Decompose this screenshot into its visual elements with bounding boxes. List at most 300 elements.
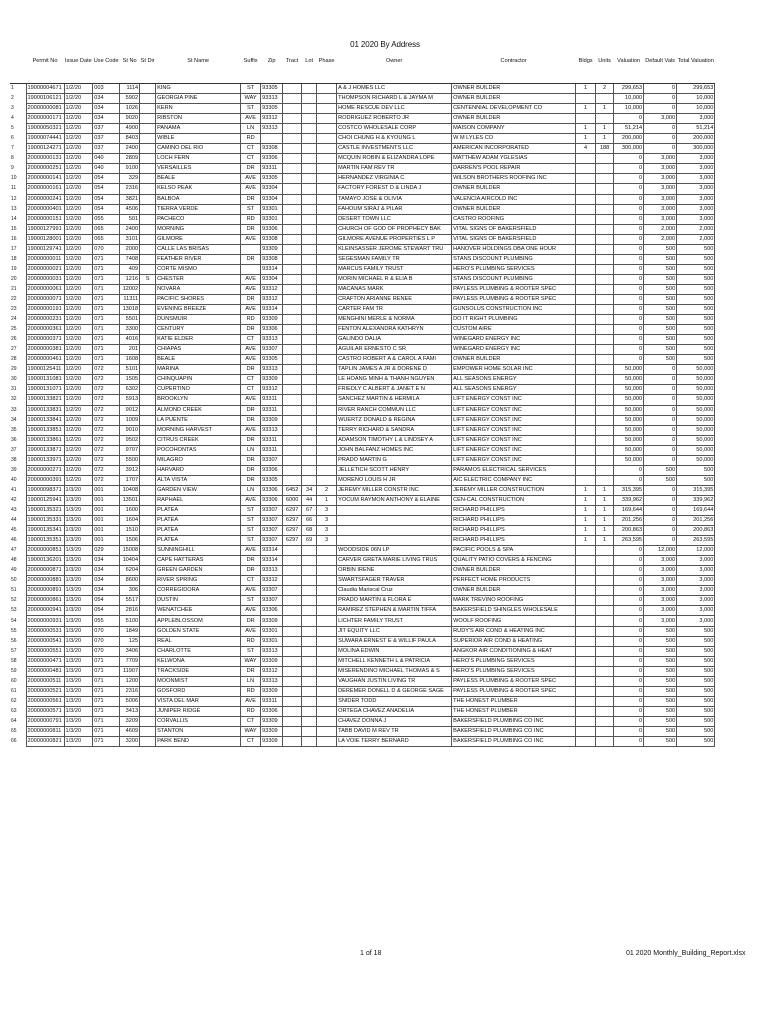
- row-number: 22: [11, 296, 17, 302]
- table-cell: 50,000: [614, 365, 644, 375]
- table-cell: [140, 254, 156, 264]
- table-cell: 19000135351: [26, 536, 64, 546]
- table-cell: 500: [644, 626, 677, 636]
- table-cell: 1: [596, 124, 614, 134]
- table-cell: 072: [93, 445, 120, 455]
- row-number: 55: [11, 627, 17, 634]
- table-cell: 1/3/20: [64, 516, 93, 526]
- table-row: [10, 194, 715, 204]
- table-cell: 0: [614, 596, 644, 606]
- table-cell: 1026: [120, 104, 140, 114]
- table-cell: [576, 204, 596, 214]
- table-cell: 3,000: [677, 566, 715, 576]
- row-number: 64: [11, 717, 17, 724]
- table-cell: 500: [644, 345, 677, 355]
- table-cell: 93308: [261, 234, 283, 244]
- table-cell: 2809: [120, 154, 140, 164]
- table-cell: [140, 395, 156, 405]
- table-cell: 500: [644, 254, 677, 264]
- table-cell: MAISON COMPANY: [452, 124, 576, 134]
- table-cell: 071: [93, 656, 120, 666]
- table-cell: 0: [644, 536, 677, 546]
- table-cell: [576, 556, 596, 566]
- table-cell: [317, 546, 337, 556]
- table-cell: 20000000031: [26, 274, 64, 284]
- table-cell: [283, 84, 302, 94]
- table-cell: BEALE: [156, 174, 241, 184]
- table-cell: 034: [93, 104, 120, 114]
- table-row: [10, 264, 715, 274]
- table-cell: 20000000191: [26, 305, 64, 315]
- table-cell: [337, 536, 452, 546]
- table-cell: [140, 666, 156, 676]
- table-cell: MISERENDINO MICHAEL THOMAS & S: [337, 666, 452, 676]
- table-row: [10, 294, 715, 304]
- row-number: 34: [11, 416, 17, 423]
- table-cell: [283, 154, 302, 164]
- table-cell: [140, 154, 156, 164]
- table-cell: HERNANDEZ VIRGINIA C: [337, 174, 452, 184]
- table-cell: MORNING HARVEST: [156, 425, 241, 435]
- table-cell: 3,000: [677, 194, 715, 204]
- table-row: [10, 596, 715, 606]
- table-cell: 0: [614, 234, 644, 244]
- table-cell: 1/2/20: [64, 234, 93, 244]
- table-cell: 1/3/20: [64, 536, 93, 546]
- table-cell: 3,000: [644, 616, 677, 626]
- table-cell: [302, 415, 317, 425]
- table-cell: [140, 214, 156, 224]
- table-cell: [140, 576, 156, 586]
- table-cell: 20000000401: [26, 204, 64, 214]
- table-cell: 1/2/20: [64, 84, 93, 94]
- table-cell: 93301: [261, 636, 283, 646]
- table-cell: RAPHAEL: [156, 495, 241, 505]
- table-cell: [283, 716, 302, 726]
- table-cell: THE HONEST PLUMBER: [452, 706, 576, 716]
- table-row: [10, 727, 715, 737]
- table-cell: [140, 526, 156, 536]
- table-cell: [576, 455, 596, 465]
- table-cell: [302, 144, 317, 154]
- row-number: 7: [11, 145, 14, 152]
- table-cell: 19000131081: [26, 375, 64, 385]
- col-header: Units: [596, 57, 614, 84]
- table-cell: QUALITY PATIO COVERS & FENCING: [452, 556, 576, 566]
- table-cell: 1/3/20: [64, 706, 93, 716]
- table-cell: [283, 305, 302, 315]
- row-number: 52: [11, 597, 17, 604]
- table-cell: 5501: [120, 315, 140, 325]
- table-cell: 003: [93, 84, 120, 94]
- table-cell: 0: [644, 495, 677, 505]
- table-cell: 0: [614, 164, 644, 174]
- table-cell: RICHARD PHILLIPS: [452, 536, 576, 546]
- table-cell: 034: [93, 576, 120, 586]
- table-cell: 93307: [261, 345, 283, 355]
- table-cell: DR: [241, 405, 261, 415]
- table-cell: 93314: [261, 556, 283, 566]
- table-cell: 0: [614, 475, 644, 485]
- table-cell: 1/2/20: [64, 335, 93, 345]
- table-cell: 500: [644, 636, 677, 646]
- table-cell: RICHARD PHILLIPS: [452, 505, 576, 515]
- table-cell: 0: [614, 254, 644, 264]
- table-cell: 7709: [120, 656, 140, 666]
- table-cell: BAKERSFIELD PLUMBING CO INC: [452, 716, 576, 726]
- table-row: [10, 696, 715, 706]
- table-cell: 500: [677, 345, 715, 355]
- row-number: 37: [11, 446, 17, 453]
- table-row: [10, 244, 715, 254]
- table-cell: S: [140, 274, 156, 284]
- table-cell: 93307: [261, 505, 283, 515]
- rownum-header: [10, 57, 26, 84]
- table-cell: 50,000: [677, 425, 715, 435]
- table-cell: 500: [644, 475, 677, 485]
- table-row: [10, 646, 715, 656]
- table-cell: CUSTOM AIRE: [452, 325, 576, 335]
- table-cell: [283, 94, 302, 104]
- table-cell: DR: [241, 455, 261, 465]
- table-cell: 188: [596, 144, 614, 154]
- table-cell: [317, 184, 337, 194]
- table-cell: 0: [614, 706, 644, 716]
- table-cell: 50,000: [614, 375, 644, 385]
- table-cell: 2400: [120, 224, 140, 234]
- table-cell: [302, 104, 317, 114]
- table-row: [10, 666, 715, 676]
- table-cell: 3,000: [644, 184, 677, 194]
- table-cell: [317, 375, 337, 385]
- table-cell: 3,000: [644, 214, 677, 224]
- table-cell: KELWONA: [156, 656, 241, 666]
- table-cell: 3,000: [677, 114, 715, 124]
- table-cell: 6297: [283, 505, 302, 515]
- row-number: 27: [11, 346, 17, 353]
- table-cell: 0: [614, 566, 644, 576]
- row-number: 56: [11, 637, 17, 644]
- table-cell: 1/2/20: [64, 114, 93, 124]
- table-cell: WINEGARD ENERGY INC: [452, 335, 576, 345]
- table-cell: 1/3/20: [64, 737, 93, 747]
- table-cell: [317, 254, 337, 264]
- table-cell: BALBOA: [156, 194, 241, 204]
- table-cell: 93306: [261, 154, 283, 164]
- table-cell: [140, 556, 156, 566]
- table-cell: [302, 84, 317, 94]
- table-cell: 3,000: [644, 164, 677, 174]
- table-cell: DR: [241, 294, 261, 304]
- table-cell: [283, 164, 302, 174]
- table-cell: [283, 104, 302, 114]
- table-cell: [302, 596, 317, 606]
- table-cell: [140, 124, 156, 134]
- table-cell: MARCUS FAMILY TRUST: [337, 264, 452, 274]
- table-cell: 1/2/20: [64, 294, 93, 304]
- table-cell: GILMORE AVENUE PROPERTIES L P: [337, 234, 452, 244]
- table-cell: 3: [317, 516, 337, 526]
- table-cell: 200,000: [614, 134, 644, 144]
- row-number: 36: [11, 436, 17, 443]
- table-cell: 3,000: [644, 606, 677, 616]
- table-cell: [317, 84, 337, 94]
- table-cell: 19000136201: [26, 556, 64, 566]
- table-cell: AGUILAR ERNESTO C SR: [337, 345, 452, 355]
- table-cell: PANAMA: [156, 124, 241, 134]
- table-cell: 19000074441: [26, 134, 64, 144]
- table-cell: 0: [644, 84, 677, 94]
- table-cell: [302, 395, 317, 405]
- table-cell: 500: [644, 465, 677, 475]
- table-cell: [302, 365, 317, 375]
- table-cell: 19000133821: [26, 395, 64, 405]
- table-cell: 1/3/20: [64, 546, 93, 556]
- col-header: Total Valuation: [677, 57, 715, 84]
- table-cell: [140, 375, 156, 385]
- table-cell: 5101: [120, 365, 140, 375]
- table-cell: [302, 686, 317, 696]
- table-cell: 0: [614, 556, 644, 566]
- table-cell: [576, 335, 596, 345]
- table-cell: RIVER RANCH COMMUN LLC: [337, 405, 452, 415]
- table-cell: [302, 305, 317, 315]
- row-number: 43: [11, 506, 17, 513]
- table-cell: 10,000: [614, 104, 644, 114]
- table-cell: [283, 124, 302, 134]
- table-cell: 13018: [120, 305, 140, 315]
- report-title: 01 2020 By Address: [350, 40, 420, 49]
- col-header: St Dir: [140, 57, 156, 84]
- table-cell: 19000129741: [26, 244, 64, 254]
- table-cell: 0: [644, 104, 677, 114]
- table-cell: TIERRA VERDE: [156, 204, 241, 214]
- table-cell: 072: [93, 425, 120, 435]
- table-cell: 3,000: [677, 184, 715, 194]
- table-cell: 072: [93, 395, 120, 405]
- table-cell: [140, 676, 156, 686]
- table-cell: [302, 124, 317, 134]
- table-cell: [317, 305, 337, 315]
- table-cell: [596, 636, 614, 646]
- table-cell: CHAVEZ DONNA J: [337, 716, 452, 726]
- table-cell: 2400: [120, 144, 140, 154]
- table-cell: [283, 646, 302, 656]
- table-cell: JUNIPER RIDGE: [156, 706, 241, 716]
- table-cell: 20000000161: [26, 184, 64, 194]
- table-cell: [283, 264, 302, 274]
- table-cell: LN: [241, 445, 261, 455]
- table-cell: 071: [93, 254, 120, 264]
- table-cell: [140, 244, 156, 254]
- table-cell: 3912: [120, 465, 140, 475]
- row-number: 58: [11, 657, 17, 664]
- table-cell: 0: [614, 284, 644, 294]
- table-cell: 034: [93, 586, 120, 596]
- table-cell: CORVALLIS: [156, 716, 241, 726]
- table-cell: WUERTZ DONALD & REGINA: [337, 415, 452, 425]
- table-cell: 0: [614, 676, 644, 686]
- table-row: [10, 495, 715, 505]
- table-cell: 500: [677, 656, 715, 666]
- table-cell: 1505: [120, 375, 140, 385]
- table-cell: [302, 626, 317, 636]
- table-cell: 20000000861: [26, 596, 64, 606]
- table-cell: [317, 445, 337, 455]
- table-cell: [283, 556, 302, 566]
- table-cell: ST: [241, 536, 261, 546]
- table-cell: 0: [644, 405, 677, 415]
- table-cell: [317, 435, 337, 445]
- table-cell: 20000000891: [26, 586, 64, 596]
- table-cell: [576, 385, 596, 395]
- col-header: Default Vals: [644, 57, 677, 84]
- table-cell: KERN: [156, 104, 241, 114]
- table-cell: 7408: [120, 254, 140, 264]
- table-cell: [576, 616, 596, 626]
- table-row: [10, 224, 715, 234]
- table-cell: KLEINSASSER JEROME STEWART TRU: [337, 244, 452, 254]
- table-row: [10, 184, 715, 194]
- table-cell: 66: [302, 516, 317, 526]
- row-number: 12: [11, 195, 17, 202]
- table-cell: [302, 586, 317, 596]
- table-cell: 3,000: [644, 556, 677, 566]
- table-cell: 6297: [283, 516, 302, 526]
- table-cell: [596, 546, 614, 556]
- table-cell: 6302: [120, 385, 140, 395]
- table-cell: 500: [644, 264, 677, 274]
- table-cell: [140, 415, 156, 425]
- table-cell: 50,000: [677, 405, 715, 415]
- table-cell: [576, 94, 596, 104]
- table-cell: [140, 84, 156, 94]
- table-cell: FAHOUM SIRAJ & PILAR: [337, 204, 452, 214]
- table-cell: 19000135341: [26, 526, 64, 536]
- table-cell: [302, 556, 317, 566]
- table-cell: YOCUM RAYMON ANTHONY & ELAINE: [337, 495, 452, 505]
- table-cell: 93304: [261, 274, 283, 284]
- table-cell: 500: [677, 335, 715, 345]
- table-cell: RUDY'S AIR COND & HEATING INC: [452, 626, 576, 636]
- table-cell: TABB DAVID M REV TR: [337, 727, 452, 737]
- row-number: 18: [11, 255, 17, 262]
- table-row: [10, 154, 715, 164]
- table-cell: 001: [93, 485, 120, 495]
- table-cell: [261, 134, 283, 144]
- table-cell: [596, 274, 614, 284]
- table-cell: 034: [93, 566, 120, 576]
- row-number: 47: [11, 547, 17, 554]
- table-cell: 071: [93, 696, 120, 706]
- table-cell: [302, 546, 317, 556]
- table-cell: 1/3/20: [64, 716, 93, 726]
- table-cell: 3,000: [677, 576, 715, 586]
- table-cell: 1/3/20: [64, 495, 93, 505]
- table-cell: DR: [241, 415, 261, 425]
- table-cell: [140, 234, 156, 244]
- table-cell: 51,214: [614, 124, 644, 134]
- table-cell: 1/3/20: [64, 676, 93, 686]
- table-cell: [576, 264, 596, 274]
- table-cell: LIFT ENERGY CONST INC: [452, 395, 576, 405]
- table-cell: [576, 445, 596, 455]
- table-cell: [140, 696, 156, 706]
- table-cell: 20000000541: [26, 636, 64, 646]
- table-cell: 1/2/20: [64, 345, 93, 355]
- table-cell: 2,000: [644, 224, 677, 234]
- table-cell: [596, 194, 614, 204]
- table-cell: CT: [241, 576, 261, 586]
- table-cell: [140, 686, 156, 696]
- row-number: 60: [11, 677, 17, 684]
- table-cell: 3,000: [677, 596, 715, 606]
- table-cell: [283, 144, 302, 154]
- table-cell: HERO'S PLUMBING SERVICES: [452, 264, 576, 274]
- col-header: Owner: [337, 57, 452, 84]
- table-cell: 50,000: [614, 425, 644, 435]
- table-cell: 5517: [120, 596, 140, 606]
- table-cell: 3,000: [644, 174, 677, 184]
- table-cell: 1/2/20: [64, 325, 93, 335]
- table-cell: MARK TREVINO ROOFING: [452, 596, 576, 606]
- table-cell: [302, 325, 317, 335]
- table-cell: [283, 626, 302, 636]
- row-number: 39: [11, 466, 17, 473]
- table-cell: SUPERIOR AIR COND & HEATING: [452, 636, 576, 646]
- table-cell: [302, 274, 317, 284]
- table-cell: 0: [614, 325, 644, 335]
- table-cell: [283, 114, 302, 124]
- table-cell: CT: [241, 335, 261, 345]
- table-cell: 93309: [261, 415, 283, 425]
- table-cell: 0: [644, 425, 677, 435]
- table-cell: MARTIN FAM REV TR: [337, 164, 452, 174]
- table-cell: [596, 204, 614, 214]
- table-cell: 19000050321: [26, 124, 64, 134]
- table-cell: [283, 365, 302, 375]
- table-cell: [596, 254, 614, 264]
- table-cell: [283, 284, 302, 294]
- table-cell: [317, 224, 337, 234]
- table-cell: PARK BEND: [156, 737, 241, 747]
- table-cell: 93311: [261, 405, 283, 415]
- table-cell: 0: [644, 375, 677, 385]
- table-cell: 1/2/20: [64, 365, 93, 375]
- table-cell: 500: [677, 465, 715, 475]
- table-cell: [283, 686, 302, 696]
- table-cell: LICHTER FAMILY TRUST: [337, 616, 452, 626]
- table-cell: RICHARD PHILLIPS: [452, 516, 576, 526]
- table-cell: 1/2/20: [64, 385, 93, 395]
- table-cell: 0: [644, 124, 677, 134]
- table-cell: [140, 164, 156, 174]
- table-cell: [596, 465, 614, 475]
- table-cell: 1: [576, 536, 596, 546]
- table-row: [10, 425, 715, 435]
- table-cell: [596, 737, 614, 747]
- row-number: 59: [11, 667, 17, 674]
- table-cell: [596, 164, 614, 174]
- table-cell: 001: [93, 526, 120, 536]
- table-cell: 054: [93, 606, 120, 616]
- table-cell: 20000000851: [26, 546, 64, 556]
- col-header: St No: [120, 57, 140, 84]
- table-cell: ST: [241, 596, 261, 606]
- table-cell: [596, 475, 614, 485]
- table-cell: [283, 465, 302, 475]
- table-cell: FENTON ALEXANDRA KATHRYN: [337, 325, 452, 335]
